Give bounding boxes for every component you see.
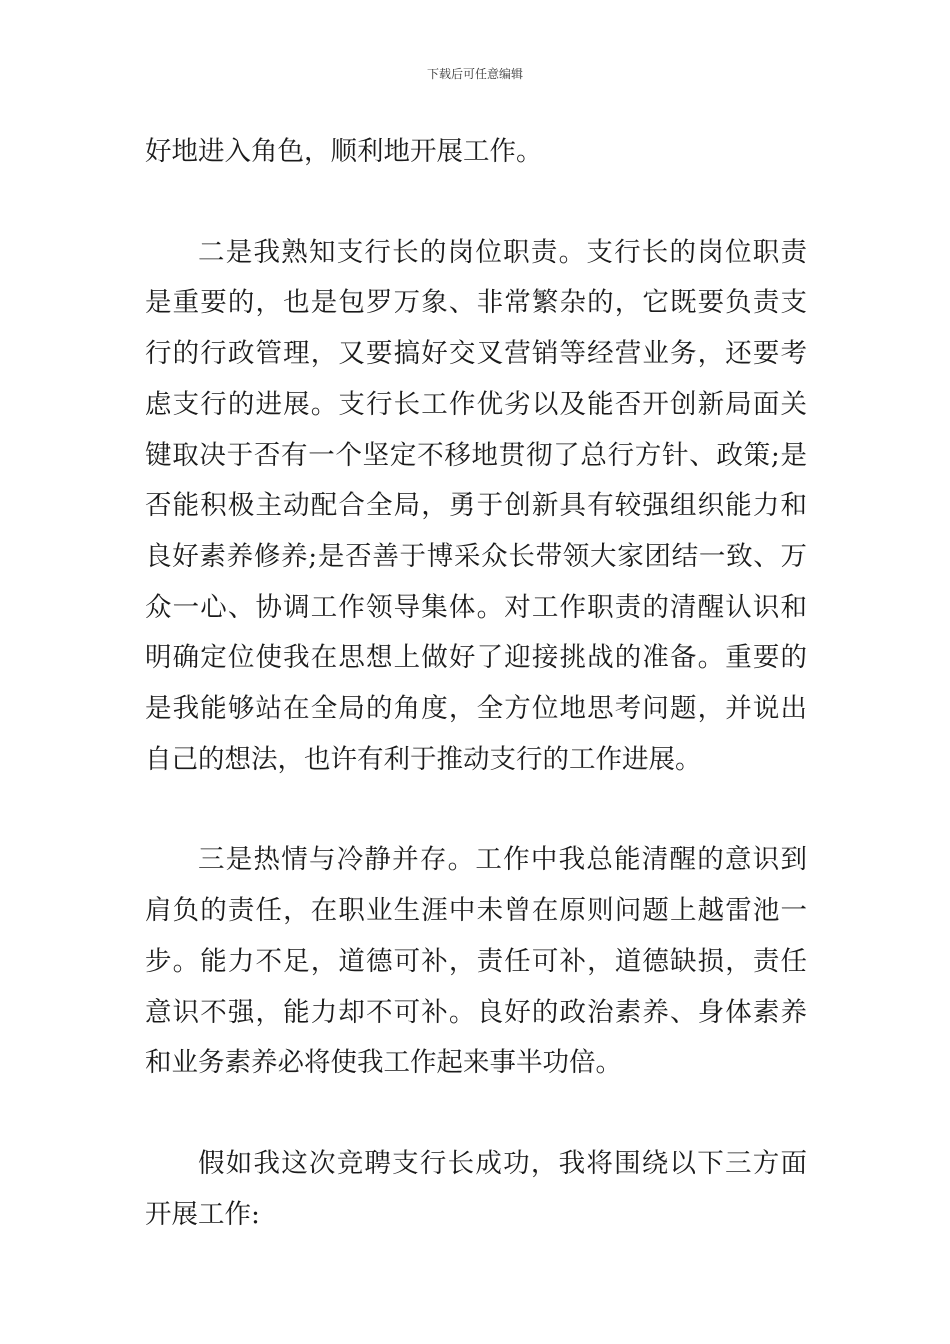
document-body — [145, 127, 807, 1240]
paragraph-work-plan: 假如我这次竞聘支行长成功，我将围绕以下三方面开展工作: — [145, 1147, 807, 1230]
paragraph-passion-calm: 三是热情与冷静并存。工作中我总能清醒的意识到肩负的责任，在职业生涯中未曾在原则问题上越雷池一步。能力不足，道德可补，责任可补，道德缺损，责任意识不强，能力却不可补。良好的政治素养、身体素养和业务素养必将使我工作起来事半功倍。 — [145, 844, 807, 1079]
paragraph-continuation: 好地进入角色，顺利地开展工作。 — [145, 136, 543, 167]
paragraph-job-duties: 二是我熟知支行长的岗位职责。支行长的岗位职责是重要的，也是包罗万象、非常繁杂的，它既要负责支行的行政管理，又要搞好交叉营销等经营业务，还要考虑支行的进展。支行长工作优劣以及能否开创新局面关键取决于否有一个坚定不移地贯彻了总行方针、政策;是否能积极主动配合全局，勇于创新具有较强组织能力和良好素养修养;是否善于博采众长带领大家团结一致、万众一心、协调工作领导集体。对工作职责的清醒认识和明确定位使我在思想上做好了迎接挑战的准备。重要的是我能够站在全局的角度，全方位地思考问题，并说出自己的想法，也许有利于推动支行的工作进展。 — [145, 236, 807, 775]
page-header: 下载后可任意编辑 — [426, 67, 523, 81]
